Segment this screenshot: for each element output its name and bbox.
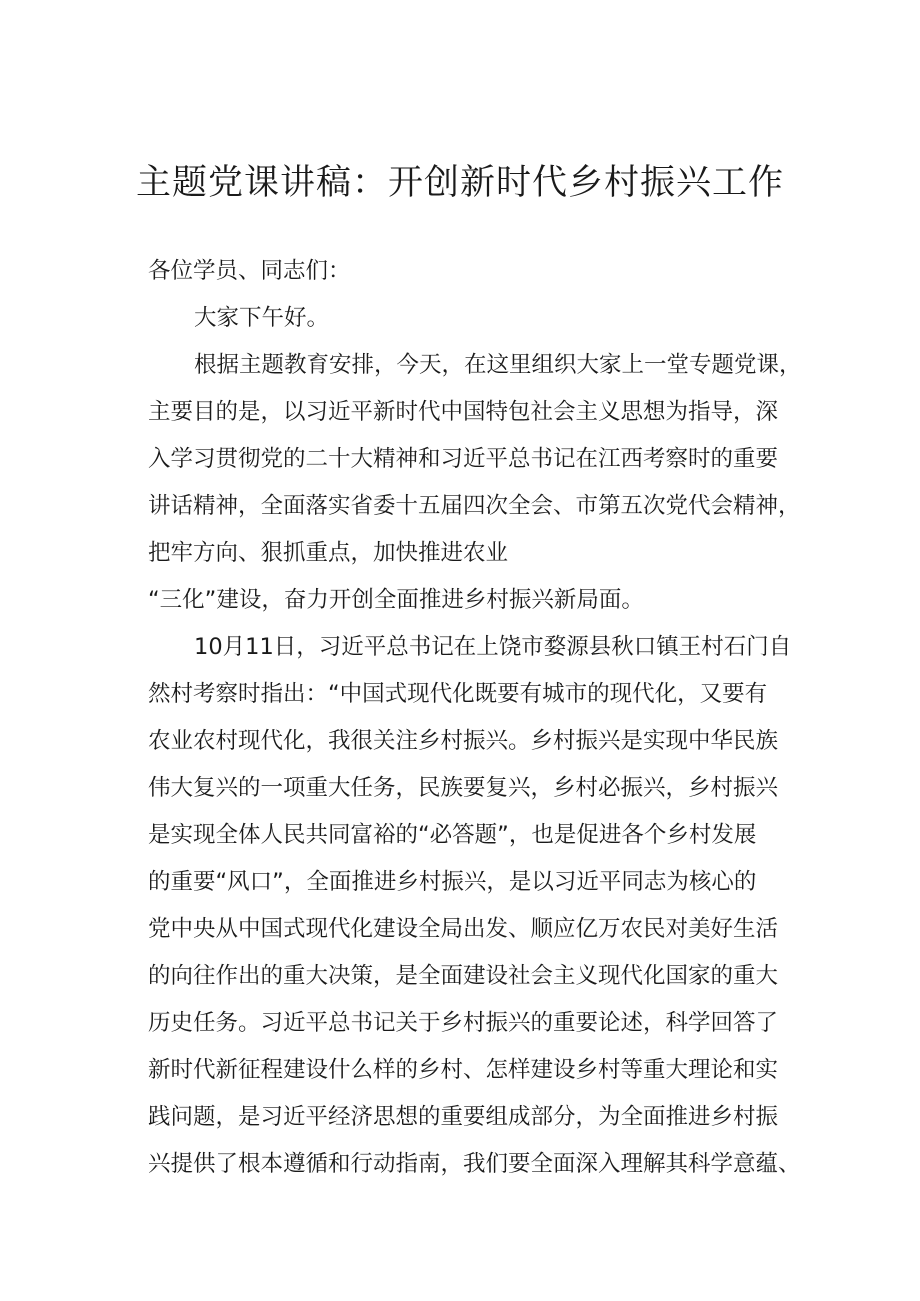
paragraph-line: 的向往作出的重大决策，是全面建设社会主义现代化国家的重大 — [148, 963, 779, 989]
paragraph-line: 历史任务。习近平总书记关于乡村振兴的重要论述，科学回答了 — [148, 1010, 779, 1036]
paragraph-line: 把牢方向、狠抓重点，加快推进农业 — [148, 540, 509, 566]
paragraph-line: 党中央从中国式现代化建设全局出发、顺应亿万农民对美好生活 — [148, 916, 779, 942]
paragraph-line: 伟大复兴的一项重大任务，民族要复兴，乡村必振兴，乡村振兴 — [148, 775, 779, 801]
paragraph-line: 的重要“风口”，全面推进乡村振兴，是以习近平同志为核心的 — [148, 869, 757, 895]
paragraph-line: 然村考察时指出：“中国式现代化既要有城市的现代化，又要有 — [148, 681, 768, 707]
paragraph-line: 入学习贯彻党的二十大精神和习近平总书记在江西考察时的重要 — [148, 446, 779, 472]
paragraph-line: 主要目的是，以习近平新时代中国特包社会主义思想为指导，深 — [148, 399, 779, 425]
paragraph-line: 讲话精神，全面落实省委十五届四次全会、市第五次党代会精神， — [148, 493, 801, 519]
paragraph-line: 根据主题教育安排，今天，在这里组织大家上一堂专题党课， — [194, 352, 802, 378]
document-title: 主题党课讲稿：开创新时代乡村振兴工作 — [135, 163, 784, 203]
paragraph-line: 是实现全体人民共同富裕的“必答题”，也是促进各个乡村发展 — [148, 822, 757, 848]
paragraph-line: 新时代新征程建设什么样的乡村、怎样建设乡村等重大理论和实 — [148, 1057, 779, 1083]
greeting-line: 大家下午好。 — [194, 305, 330, 331]
paragraph-line: 10月11日，习近平总书记在上饶市婺源县秋口镇王村石门自 — [194, 634, 792, 660]
paragraph-line: 兴提供了根本遵循和行动指南，我们要全面深入理解其科学意蕴、 — [148, 1151, 801, 1177]
salutation-line: 各位学员、同志们： — [148, 258, 351, 284]
document-body — [148, 248, 808, 1188]
paragraph-line: “三化”建设，奋力开创全面推进乡村振兴新局面。 — [148, 587, 644, 613]
paragraph-line: 农业农村现代化，我很关注乡村振兴。乡村振兴是实现中华民族 — [148, 728, 779, 754]
paragraph-line: 践问题，是习近平经济思想的重要组成部分，为全面推进乡村振 — [148, 1104, 779, 1130]
